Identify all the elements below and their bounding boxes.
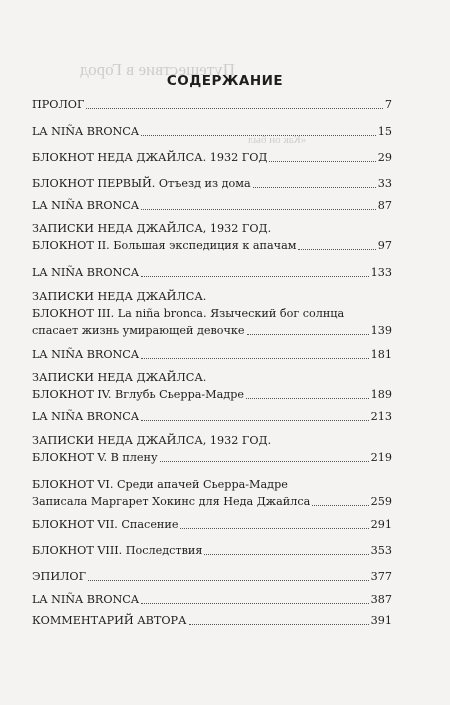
dot-leader <box>88 580 369 581</box>
toc-page-number: 133 <box>370 266 392 279</box>
toc-page-number: 387 <box>370 593 392 606</box>
toc-entry-title: ЗАПИСКИ НЕДА ДЖАЙЛСА. <box>32 371 207 384</box>
toc-line <box>32 493 392 510</box>
bleed-through-text: Путешествие в Город <box>80 60 235 79</box>
toc-entry-title: БЛОКНОТ III. La niña bronca. Языческий бог солнца <box>32 307 345 320</box>
toc-line <box>32 591 392 608</box>
toc-line <box>32 432 392 449</box>
toc-entry-title: LA NIÑA BRONCA <box>32 199 139 212</box>
toc-page-number: 219 <box>370 451 392 464</box>
toc-page-number: 259 <box>370 495 392 508</box>
toc-line <box>32 386 392 403</box>
toc-page-number: 33 <box>377 177 392 190</box>
toc-page-number: 291 <box>370 518 392 531</box>
toc-entry <box>32 568 392 585</box>
dot-leader <box>160 461 369 462</box>
toc-line <box>32 369 392 386</box>
toc-entry <box>32 542 392 559</box>
toc-line <box>32 96 392 113</box>
dot-leader <box>269 161 375 162</box>
toc-page-number: 213 <box>370 410 392 423</box>
toc-page-number: 29 <box>377 151 392 164</box>
toc-entry-title: БЛОКНОТ II. Большая экспедиция к апачам <box>32 239 297 252</box>
toc-line <box>32 175 392 192</box>
dot-leader <box>180 528 368 529</box>
toc-entry <box>32 432 392 466</box>
toc-line <box>32 542 392 559</box>
toc-entry-title: LA NIÑA BRONCA <box>32 410 139 423</box>
toc-entry <box>32 612 392 629</box>
toc-line <box>32 322 392 339</box>
toc-entry-title: LA NIÑA BRONCA <box>32 125 139 138</box>
toc-line <box>32 568 392 585</box>
toc-entry-title: ПРОЛОГ <box>32 98 85 111</box>
toc-page-number: 377 <box>370 570 392 583</box>
toc-entry <box>32 288 392 339</box>
toc-line <box>32 220 392 237</box>
toc-line <box>32 612 392 629</box>
dot-leader <box>253 187 376 188</box>
toc-entry <box>32 149 392 166</box>
bleed-through-text: «Как он был <box>248 134 307 146</box>
page-title: СОДЕРЖАНИЕ <box>166 73 284 89</box>
dot-leader <box>298 249 375 250</box>
toc-page-number: 181 <box>370 348 392 361</box>
dot-leader <box>86 108 383 109</box>
toc-page-number: 189 <box>370 388 392 401</box>
toc-page-number: 7 <box>384 98 392 111</box>
dot-leader <box>204 554 368 555</box>
toc-entry-title: БЛОКНОТ IV. Вглубь Сьерра-Мадре <box>32 388 244 401</box>
toc-line <box>32 476 392 493</box>
toc-page-number: 353 <box>370 544 392 557</box>
toc-entry-title: КОММЕНТАРИЙ АВТОРА <box>32 614 187 627</box>
toc-entry <box>32 197 392 214</box>
toc-line <box>32 346 392 363</box>
toc-entry <box>32 175 392 192</box>
toc-entry-title: LA NIÑA BRONCA <box>32 266 139 279</box>
toc-entry-title: ЭПИЛОГ <box>32 570 86 583</box>
toc-line <box>32 197 392 214</box>
dot-leader <box>141 603 369 604</box>
toc-page-number: 97 <box>377 239 392 252</box>
toc-entry <box>32 516 392 533</box>
dot-leader <box>247 334 369 335</box>
dot-leader <box>141 276 369 277</box>
toc-entry-title: ЗАПИСКИ НЕДА ДЖАЙЛСА, 1932 ГОД. <box>32 222 272 235</box>
toc-entry <box>32 369 392 403</box>
toc-entry <box>32 220 392 254</box>
toc-line <box>32 408 392 425</box>
toc-entry <box>32 591 392 608</box>
toc-entry-title: LA NIÑA BRONCA <box>32 593 139 606</box>
toc-page-number: 87 <box>377 199 392 212</box>
toc-line <box>32 237 392 254</box>
toc-entry <box>32 123 392 140</box>
toc-entry-title: Записала Маргарет Хокинс для Неда Джайлса <box>32 495 311 508</box>
toc-entry-title: LA NIÑA BRONCA <box>32 348 139 361</box>
toc-entry <box>32 476 392 510</box>
toc-entry-title: БЛОКНОТ VII. Спасение <box>32 518 179 531</box>
toc-entry-title: БЛОКНОТ V. В плену <box>32 451 158 464</box>
toc-entry <box>32 408 392 425</box>
toc-line <box>32 149 392 166</box>
toc-page-number: 15 <box>377 125 392 138</box>
toc-entry-title: БЛОКНОТ ПЕРВЫЙ. Отъезд из дома <box>32 177 251 190</box>
toc-line <box>32 516 392 533</box>
toc-page-number: 139 <box>370 324 392 337</box>
toc-entry-title: БЛОКНОТ НЕДА ДЖАЙЛСА. 1932 ГОД <box>32 151 268 164</box>
dot-leader <box>141 358 369 359</box>
toc-entry <box>32 264 392 281</box>
toc-line <box>32 264 392 281</box>
toc-line <box>32 449 392 466</box>
toc-entry-title: БЛОКНОТ VIII. Последствия <box>32 544 203 557</box>
toc-line <box>32 123 392 140</box>
dot-leader <box>141 135 376 136</box>
toc-entry <box>32 346 392 363</box>
toc-line <box>32 288 392 305</box>
toc-entry <box>32 96 392 113</box>
toc-entry-title: БЛОКНОТ VI. Среди апачей Сьерра-Мадре <box>32 478 288 491</box>
toc-entry-title: ЗАПИСКИ НЕДА ДЖАЙЛСА. <box>32 290 207 303</box>
dot-leader <box>246 398 369 399</box>
dot-leader <box>312 505 368 506</box>
dot-leader <box>141 209 376 210</box>
toc-page-number: 391 <box>370 614 392 627</box>
toc-line <box>32 305 392 322</box>
toc-entry-title: ЗАПИСКИ НЕДА ДЖАЙЛСА, 1932 ГОД. <box>32 434 272 447</box>
dot-leader <box>189 624 369 625</box>
toc-entry-title: спасает жизнь умирающей девочке <box>32 324 245 337</box>
dot-leader <box>141 420 369 421</box>
